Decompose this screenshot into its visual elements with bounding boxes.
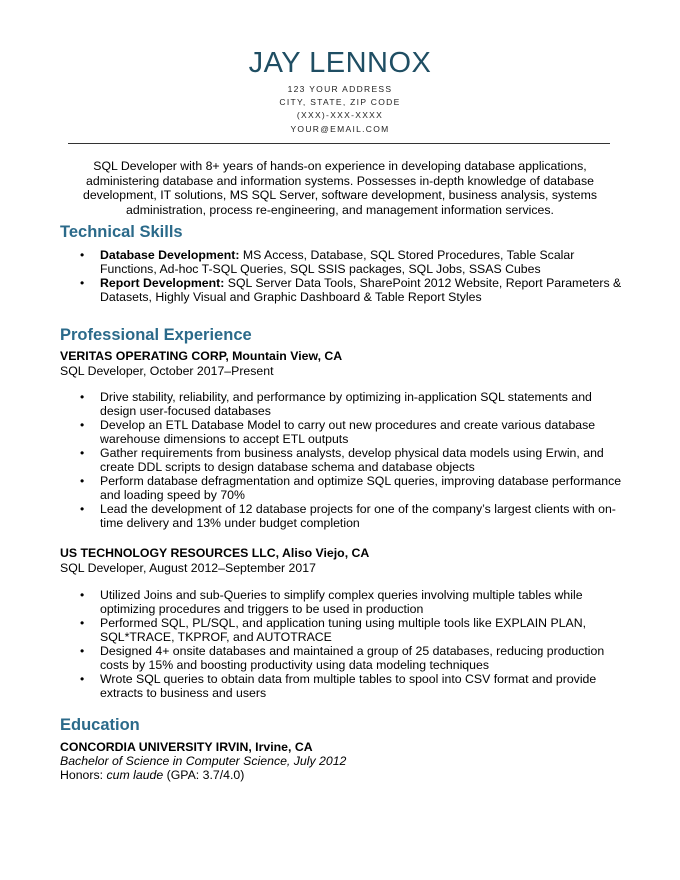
honors-label: Honors: bbox=[60, 768, 107, 782]
job-company: US TECHNOLOGY RESOURCES LLC, Aliso Viejo, CA bbox=[60, 546, 370, 560]
section-title-experience: Professional Experience bbox=[60, 326, 252, 344]
contact-phone: (XXX)-XXX-XXXX bbox=[296, 110, 384, 120]
job-bullet: • Develop an ETL Database Model to carry out new procedures and create various database warehouse dimensions to accept ETL outputs bbox=[100, 418, 630, 446]
section-title-skills: Technical Skills bbox=[60, 223, 183, 241]
job-bullets bbox=[100, 390, 630, 530]
job-bullet: • Drive stability, reliability, and performance by optimizing in-application SQL statements and design user-focused databases bbox=[100, 390, 630, 418]
contact-email: YOUR@EMAIL.COM bbox=[290, 124, 390, 134]
contact-address: 123 YOUR ADDRESS bbox=[287, 84, 393, 94]
job-role: SQL Developer, August 2012–September 2017 bbox=[60, 561, 316, 575]
section-title-education: Education bbox=[60, 716, 140, 734]
contact-city: CITY, STATE, ZIP CODE bbox=[279, 97, 401, 107]
job-bullets bbox=[100, 588, 630, 700]
job-bullet: • Utilized Joins and sub-Queries to simplify complex queries involving multiple tables while optimizing procedures and triggers to be used in production bbox=[100, 588, 630, 616]
education-degree: Bachelor of Science in Computer Science, July 2012 bbox=[60, 754, 347, 768]
header-divider bbox=[68, 143, 610, 144]
education-honors bbox=[60, 768, 244, 782]
skills-list-item bbox=[100, 276, 630, 304]
honors-value: cum laude bbox=[106, 768, 164, 782]
education-school: CONCORDIA UNIVERSITY IRVIN, Irvine, CA bbox=[60, 740, 313, 754]
skills-list-item bbox=[100, 248, 630, 276]
job-bullet: • Perform database defragmentation and optimize SQL queries, improving database performance and loading speed by 70% bbox=[100, 474, 630, 502]
skill-text: SQL Server Data Tools, SharePoint 2012 Website, Report Parameters & Datasets, Highly Visual and Graphic Dashboard & Table Report Styles bbox=[100, 276, 622, 304]
skills-list bbox=[100, 248, 630, 304]
candidate-name: JAY LENNOX bbox=[248, 47, 432, 79]
job-bullet: • Lead the development of 12 database projects for one of the company’s largest clients with on-time delivery and 13% under budget completion bbox=[100, 502, 630, 530]
job-role: SQL Developer, October 2017–Present bbox=[60, 364, 274, 378]
summary-paragraph: SQL Developer with 8+ years of hands-on experience in developing database applications, administering database and information systems. Possesses in-depth knowledge of database development, IT solutions, MS SQL Server, software development, business analysis, systems administration, process re-engineering, and management information services. bbox=[83, 159, 597, 217]
skill-text: MS Access, Database, SQL Stored Procedures, Table Scalar Functions, Ad-hoc T-SQL Queries, SQL SSIS packages, SQL Jobs, SSAS Cubes bbox=[100, 248, 575, 276]
honors-gpa: (GPA: 3.7/4.0) bbox=[163, 768, 245, 782]
skill-label: Report Development: bbox=[100, 276, 225, 290]
job-bullet: • Wrote SQL queries to obtain data from multiple tables to spool into CSV format and provide extracts to business and users bbox=[100, 672, 630, 700]
job-bullet: • Performed SQL, PL/SQL, and application tuning using multiple tools like EXPLAIN PLAN, SQL*TRACE, TKPROF, and AUTOTRACE bbox=[100, 616, 630, 644]
skill-label: Database Development: bbox=[100, 248, 240, 262]
job-company: VERITAS OPERATING CORP, Mountain View, CA bbox=[60, 349, 343, 363]
job-bullet: • Designed 4+ onsite databases and maintained a group of 25 databases, reducing production costs by 15% and boosting productivity using data modeling techniques bbox=[100, 644, 630, 672]
job-bullet: • Gather requirements from business analysts, develop physical data models using Erwin, and create DDL scripts to design database schema and database objects bbox=[100, 446, 630, 474]
